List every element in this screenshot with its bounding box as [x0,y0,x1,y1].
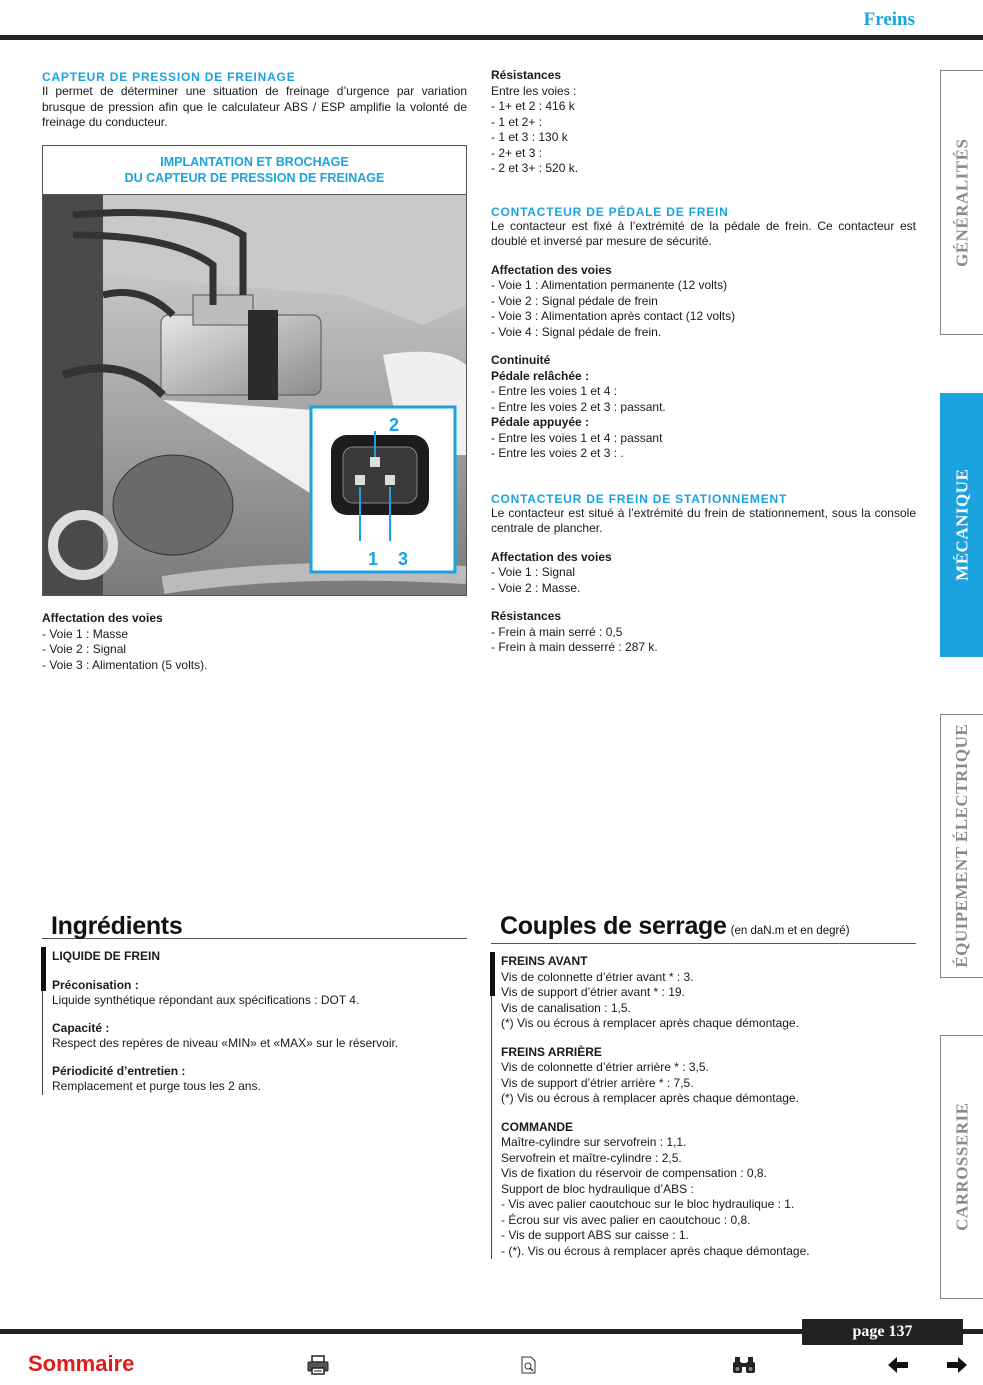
list-item: - Voie 3 : Alimentation (5 volts). [42,657,208,672]
resist-capteur-title: Résistances [491,68,562,82]
stationnement-title: CONTACTEUR DE FREIN DE STATIONNEMENT [491,491,788,506]
pin-label-2: 2 [389,415,400,435]
pin-label-3: 3 [398,549,409,569]
list-item: - Voie 3 : Alimentation après contact (12 volts) [491,309,736,323]
capteur-title: CAPTEUR DE PRESSION DE FREINAGE [42,70,296,84]
top-rule [0,35,983,40]
document-zoom-icon[interactable] [519,1353,539,1377]
resist-capteur-list [491,99,916,177]
list-item: - Vis avec palier caoutchouc sur le bloc hydraulique : 1. [501,1197,795,1211]
list-item: - Frein à main desserré : 287 k. [491,640,658,654]
sommaire-link[interactable]: Sommaire [28,1351,135,1376]
abs-unit-illustration [43,195,466,595]
list-item: Support de bloc hydraulique d’ABS : [501,1181,694,1196]
list-item: - Voie 4 : Signal pédale de frein. [491,324,662,339]
list-item: - Voie 1 : Alimentation permanente (12 volts) [491,278,728,292]
list-item: - Voie 1 : Masse [42,626,129,641]
ingredients-title: Ingrédients [51,912,183,940]
pedale-title: CONTACTEUR DE PÉDALE DE FREIN [491,204,729,219]
ingredients-section: Ingrédients LIQUIDE DE FREIN Préconisation : Liquide synthétique répondant aux spécifications : DOT 4. Capacité : Respect des repères de niveau «MIN» et «MAX» sur le réservoir. Périodicité d’entretien : Remplacement et purge tous les 2 ans. [42,912,467,1095]
tab-equipement-electrique[interactable]: ÉQUIPEMENT ÉLECTRIQUE [940,714,983,978]
list-item: Servofrein et maître-cylindre : 2,5. [501,1150,682,1165]
section-header-title: Freins [863,9,915,30]
list-item: Vis de support d’étrier arrière * : 7,5. [501,1075,694,1090]
arrow-right-icon[interactable] [946,1353,968,1377]
list-item: - Voie 2 : Signal [42,642,127,656]
capteur-figure [42,145,467,596]
list-item: - Voie 2 : Signal pédale de frein [491,293,658,308]
list-item: - Entre les voies 1 et 4 : passant [491,430,663,445]
list-item: - 1+ et 2 : 416 k [491,99,575,113]
list-item: Vis de support d’étrier avant * : 19. [501,985,685,999]
list-item: - Entre les voies 2 et 3 : passant. [491,399,666,414]
pedale-text: Le contacteur est fixé à l’extrémité de la pédale de frein. Ce contacteur est doublé et inversé par mesure de sécurité. [491,218,916,248]
engine-bay-photo [43,195,466,595]
list-item: (*) Vis ou écrous à remplacer après chaque démontage. [501,1091,799,1105]
tab-mecanique[interactable]: MÉCANIQUE [940,393,983,657]
capteur-affectation: Affectation des voies - Voie 1 : Masse - Voie 2 : Signal - Voie 3 : Alimentation (5 volts). [42,611,467,673]
list-item: - Entre les voies 2 et 3 : . [491,446,624,460]
list-item: - Vis de support ABS sur caisse : 1. [501,1228,689,1242]
pin-label-1: 1 [368,549,379,569]
list-item: - Entre les voies 1 et 4 : [491,384,618,398]
print-icon[interactable] [306,1353,330,1377]
figure-caption: IMPLANTATION ET BROCHAGE DU CAPTEUR DE PRESSION DE FREINAGE [43,146,466,195]
page-number: page 137 [802,1319,963,1345]
right-column: Résistances Entre les voies : - 1+ et 2 : 416 k - 1 et 2+ : - 1 et 3 : 130 k - 2+ et 3 : - 2 et 3+ : 520 k. CONTACTEUR DE PÉDALE DE FREIN Le contacteur est fixé à l’extrémité de la pédale de frein. Ce contacteur est doublé et inversé par mesure de sécurité. Affectation des voies - Voie 1 : Alimentation permanente (12 volts) - Voie 2 : Signal pédale de frein - Voie 3 : Alimentation après contact (12 volts) - Voie 4 : Signal pédale de frein. Continuité Pédale relâchée : - Entre les voies 1 et 4 : - Entre les voies 2 et 3 : passant. Pédale appuyée : - Entre les voies 1 et 4 : passant - Entre les voies 2 et 3 : . CONTACTEUR DE FREIN DE STATIONNEMENT Le contacteur est situé à l’extrémité du frein de stationnement, sous la console centrale de plancher. Affectation des voies - Voie 1 : Signal - Voie 2 : Masse. Résistances - Frein à main serré : 0,5 - Frein à main desserré : 287 k. [491,68,916,654]
list-item: - Écrou sur vis avec palier en caoutchouc : 0,8. [501,1212,751,1227]
list-item: Vis de colonnette d’étrier arrière * : 3,5. [501,1060,709,1074]
list-item: Vis de fixation du réservoir de compensation : 0,8. [501,1166,767,1180]
list-item: Vis de colonnette d’étrier avant * : 3. [501,969,694,984]
binoculars-icon[interactable] [731,1353,757,1377]
couples-subtitle: (en daN.m et en degré) [730,925,850,937]
list-item: (*) Vis ou écrous à remplacer après chaque démontage. [501,1016,799,1030]
stationnement-text: Le contacteur est situé à l’extrémité du frein de stationnement, sous la console centrale de plancher. [491,505,916,535]
couples-section: Couples de serrage (en daN.m et en degré) FREINS AVANT Vis de colonnette d’étrier avant * : 3. Vis de support d’étrier avant * : 19. Vis de canalisation : 1,5. (*) Vis ou écrous à remplacer après chaque démontage. FREINS ARRIÈRE Vis de colonnette d’étrier arrière * : 3,5. Vis de support d’étrier arrière * : 7,5. (*) Vis ou écrous à remplacer après chaque démontage. COMMANDE Maître-cylindre sur servofrein : 1,1. Servofrein et maître-cylindre : 2,5. Vis de fixation du réservoir de compensation : 0,8. Support de bloc hydraulique d’ABS : - Vis avec palier caoutchouc sur le bloc hydraulique : 1. - Écrou sur vis avec palier en caoutchouc : 0,8. - Vis de support ABS sur caisse : 1. - (*). Vis ou écrous à remplacer après chaque démontage. [491,912,916,1259]
arrow-left-icon[interactable] [887,1353,909,1377]
pedale-affect-list [491,278,916,340]
capteur-text: Il permet de déterminer une situation de freinage d’urgence par variation brusque de pression afin que le calculateur ABS / ESP amplifie la volonté de freinage du conducteur. [42,84,467,129]
couples-title: Couples de serrage (en daN.m et en degré) [500,912,850,940]
list-item: Maître-cylindre sur servofrein : 1,1. [501,1135,687,1149]
list-item: - 1 et 2+ : [491,114,543,129]
list-item: - 1 et 3 : 130 k [491,130,568,144]
tab-carrosserie[interactable]: CARROSSERIE [940,1035,983,1299]
list-item: - Voie 2 : Masse. [491,580,581,595]
list-item: - (*). Vis ou écrous à remplacer après chaque démontage. [501,1243,810,1258]
list-item: - Frein à main serré : 0,5 [491,624,623,639]
list-item: - 2 et 3+ : 520 k. [491,161,579,175]
tab-generalites[interactable]: GÉNÉRALITÉS [940,70,983,335]
list-item: - 2+ et 3 : [491,145,543,160]
list-item: - Voie 1 : Signal [491,565,576,579]
list-item: Vis de canalisation : 1,5. [501,1000,631,1015]
accent-bar [490,952,495,996]
capteur-section [42,70,467,131]
capteur-affect-list [42,627,467,674]
accent-bar [41,947,46,991]
